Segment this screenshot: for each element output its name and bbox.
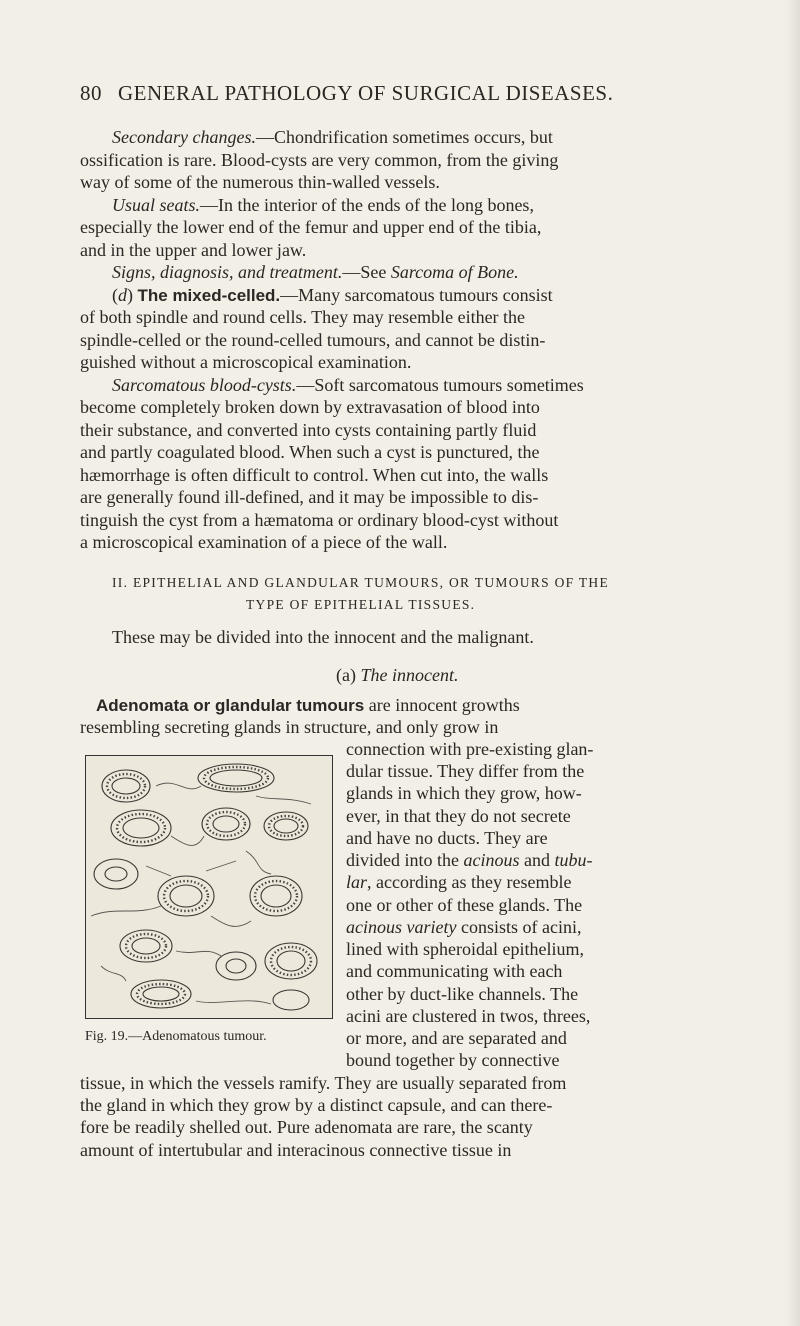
text-line: Adenomata or glandular tumours are innocent growths bbox=[96, 695, 520, 715]
text-line: Usual seats.—In the interior of the ends of the long bones, bbox=[112, 195, 534, 215]
figure-illustration bbox=[86, 756, 332, 1018]
subheading: Secondary changes. bbox=[112, 127, 256, 147]
text-line: acini are clustered in twos, threes, bbox=[346, 1006, 591, 1026]
text-line: These may be divided into the innocent and the malignant. bbox=[112, 627, 534, 647]
text-line: become completely broken down by extravasation of blood into bbox=[80, 397, 540, 417]
text-line: are generally found ill-defined, and it may be impossible to dis- bbox=[80, 487, 539, 507]
section-heading: TYPE OF EPITHELIAL TISSUES. bbox=[246, 597, 476, 612]
text-line: Secondary changes.—Chondrification sometimes occurs, but bbox=[112, 127, 553, 147]
header-title: GENERAL PATHOLOGY OF SURGICAL DISEASES. bbox=[118, 81, 614, 105]
text-line: of both spindle and round cells. They may resemble either the bbox=[80, 307, 526, 327]
text-line: lar, according as they resemble bbox=[346, 872, 572, 892]
text-line: the gland in which they grow by a distinct capsule, and can there- bbox=[80, 1095, 553, 1115]
text-line: ever, in that they do not secrete bbox=[346, 806, 571, 826]
section-heading: II. EPITHELIAL AND GLANDULAR TUMOURS, OR TUMOURS OF THE bbox=[112, 575, 610, 590]
text-line: bound together by connective bbox=[346, 1050, 560, 1070]
text-line: ossification is rare. Blood-cysts are very common, from the giving bbox=[80, 150, 559, 170]
text-line: Sarcomatous blood-cysts.—Soft sarcomatous tumours sometimes bbox=[112, 375, 584, 395]
text-line: connection with pre-existing glan- bbox=[346, 739, 594, 759]
subheading: Usual seats. bbox=[112, 195, 201, 215]
text-line: fore be readily shelled out. Pure adenomata are rare, the scanty bbox=[80, 1117, 533, 1137]
text-line: tissue, in which the vessels ramify. They are usually separated from bbox=[80, 1073, 567, 1093]
text-line: resembling secreting glands in structure, and only grow in bbox=[80, 717, 499, 737]
text-line: way of some of the numerous thin-walled vessels. bbox=[80, 172, 440, 192]
page-number: 80 bbox=[80, 81, 102, 105]
subheading: Sarcomatous blood-cysts. bbox=[112, 375, 297, 395]
text-line: (d) The mixed-celled.—Many sarcomatous tumours consist bbox=[112, 285, 553, 305]
text-line: and communicating with each bbox=[346, 961, 563, 981]
text-line: a microscopical examination of a piece of the wall. bbox=[80, 532, 448, 552]
text-line: their substance, and converted into cysts containing partly fluid bbox=[80, 420, 537, 440]
text-line: tinguish the cyst from a hæmatoma or ordinary blood-cyst without bbox=[80, 510, 559, 530]
text-line: and have no ducts. They are bbox=[346, 828, 548, 848]
bold-heading: Adenomata or glandular tumours bbox=[96, 696, 365, 715]
text-line: spindle-celled or the round-celled tumours, and cannot be distin- bbox=[80, 330, 546, 350]
text-line: and in the upper and lower jaw. bbox=[80, 240, 307, 260]
text-line: especially the lower end of the femur and upper end of the tibia, bbox=[80, 217, 542, 237]
page-edge-shadow bbox=[786, 0, 800, 1326]
text-line: other by duct-like channels. The bbox=[346, 984, 579, 1004]
text-line: divided into the acinous and tubu- bbox=[346, 850, 593, 870]
text-line: glands in which they grow, how- bbox=[346, 783, 582, 803]
bold-heading: The mixed-celled. bbox=[137, 286, 281, 305]
text-line: and partly coagulated blood. When such a cyst is punctured, the bbox=[80, 442, 540, 462]
figure-caption: Fig. 19.—Adenomatous tumour. bbox=[85, 1029, 267, 1044]
text-line: lined with spheroidal epithelium, bbox=[346, 939, 584, 959]
text-line: one or other of these glands. The bbox=[346, 895, 583, 915]
text-line: hæmorrhage is often difficult to control. When cut into, the walls bbox=[80, 465, 549, 485]
subsection-heading: (a) The innocent. bbox=[336, 665, 459, 685]
text-line: or more, and are separated and bbox=[346, 1028, 567, 1048]
running-header bbox=[80, 82, 613, 104]
text-line: amount of intertubular and interacinous connective tissue in bbox=[80, 1140, 512, 1160]
subheading: Signs, diagnosis, and treatment. bbox=[112, 262, 343, 282]
text-line: acinous variety consists of acini, bbox=[346, 917, 582, 937]
figure-adenomatous-tumour bbox=[85, 755, 333, 1019]
text-line: Signs, diagnosis, and treatment.—See Sarcoma of Bone. bbox=[112, 262, 519, 282]
text-line: guished without a microscopical examination. bbox=[80, 352, 412, 372]
text-line: dular tissue. They differ from the bbox=[346, 761, 585, 781]
